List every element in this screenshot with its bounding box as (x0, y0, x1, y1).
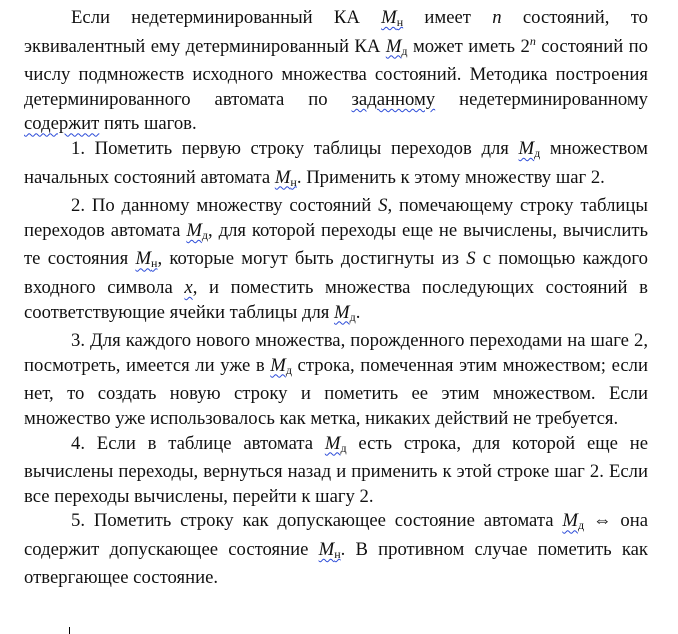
spellcheck-word: заданному (351, 88, 436, 110)
text: 1. Пометить первую строку таблицы переходов для (71, 137, 519, 159)
text: есть строка, для которой еще не вычислены переходы, вернуться назад и применить к этой строке шаг 2. Если все переходы вычислены, перейти к шагу 2. (24, 432, 648, 507)
text-cursor (69, 627, 70, 634)
text: , и поместить множества последующих состояний в соответствующие ячейки таблицы для (24, 276, 648, 323)
text: строка, помеченная этим множеством; если нет, то создать новую строку и пометить ее этим множеством. Если множество уже использовалось как метка, никаких действий не требуется. (24, 354, 648, 429)
automaton-deterministic: $М_д$ (324, 432, 347, 455)
text: имеет (403, 7, 493, 28)
text: . В противном случае пометить как отвергающее состояние. (24, 538, 649, 589)
text: состояний, то эквивалентный ему детерминированный КА (24, 7, 648, 57)
exponent-n: n (529, 33, 536, 48)
text: , для которой переходы еще не вычислены, вычислить те состояния (24, 219, 649, 270)
automaton-nondeterministic: $М_н$ (318, 538, 341, 561)
automaton-deterministic: $М_д$ (186, 219, 209, 242)
text: . Применить к этому множеству шаг 2. (296, 166, 605, 188)
automaton-nondeterministic: $М_н$ (381, 7, 404, 29)
variable-n: n (492, 7, 502, 28)
text: , помечающему строку таблицы переходов автомата (24, 195, 648, 241)
paragraph-step-4 (24, 432, 648, 510)
automaton-deterministic: $М_д$ (385, 35, 408, 58)
spellcheck-word: содержит (24, 113, 100, 135)
text: . (355, 301, 361, 323)
paragraph-step-3 (24, 329, 648, 431)
variable-x: x (184, 276, 193, 298)
automaton-nondeterministic: $М_н$ (274, 166, 297, 189)
paragraph-intro (24, 6, 648, 137)
paragraph-step-5 (24, 509, 648, 591)
iff-symbol: ⇔ (592, 510, 612, 532)
paragraph-step-2 (24, 194, 648, 329)
text: с помощью каждого входного символа (24, 248, 648, 298)
text: Если недетерминированный КА (71, 7, 382, 28)
text: недетерминированному (435, 88, 649, 110)
variable-s: S (378, 195, 388, 217)
automaton-deterministic: $М_д$ (518, 137, 541, 160)
automaton-deterministic: $М_д$ (334, 301, 356, 324)
text: состояний по числу подмножеств исходного множества состояний. Методика построения детерминированного автомата по (24, 35, 648, 110)
document-page (24, 6, 648, 591)
text: может иметь 2 (407, 35, 530, 57)
paragraph-step-1 (24, 137, 648, 194)
automaton-nondeterministic: $М_н$ (135, 248, 158, 271)
text: пять шагов. (99, 113, 197, 135)
automaton-deterministic: $М_д$ (270, 354, 292, 377)
variable-s: S (466, 248, 476, 270)
text: она содержит допускающее состояние (24, 510, 649, 560)
automaton-deterministic: $М_д$ (562, 510, 585, 533)
text: 2. По данному множеству состояний (71, 195, 379, 217)
text: , которые могут быть достигнуты из (157, 248, 467, 270)
text: 3. Для каждого нового множества, порожденного переходами на шаге 2, посмотреть, имеется ли уже в (24, 330, 648, 376)
text: 4. Если в таблице автомата (71, 432, 325, 454)
text: 5. Пометить строку как допускающее состояние автомата (71, 510, 563, 532)
text: множеством начальных состояний автомата (24, 137, 648, 188)
